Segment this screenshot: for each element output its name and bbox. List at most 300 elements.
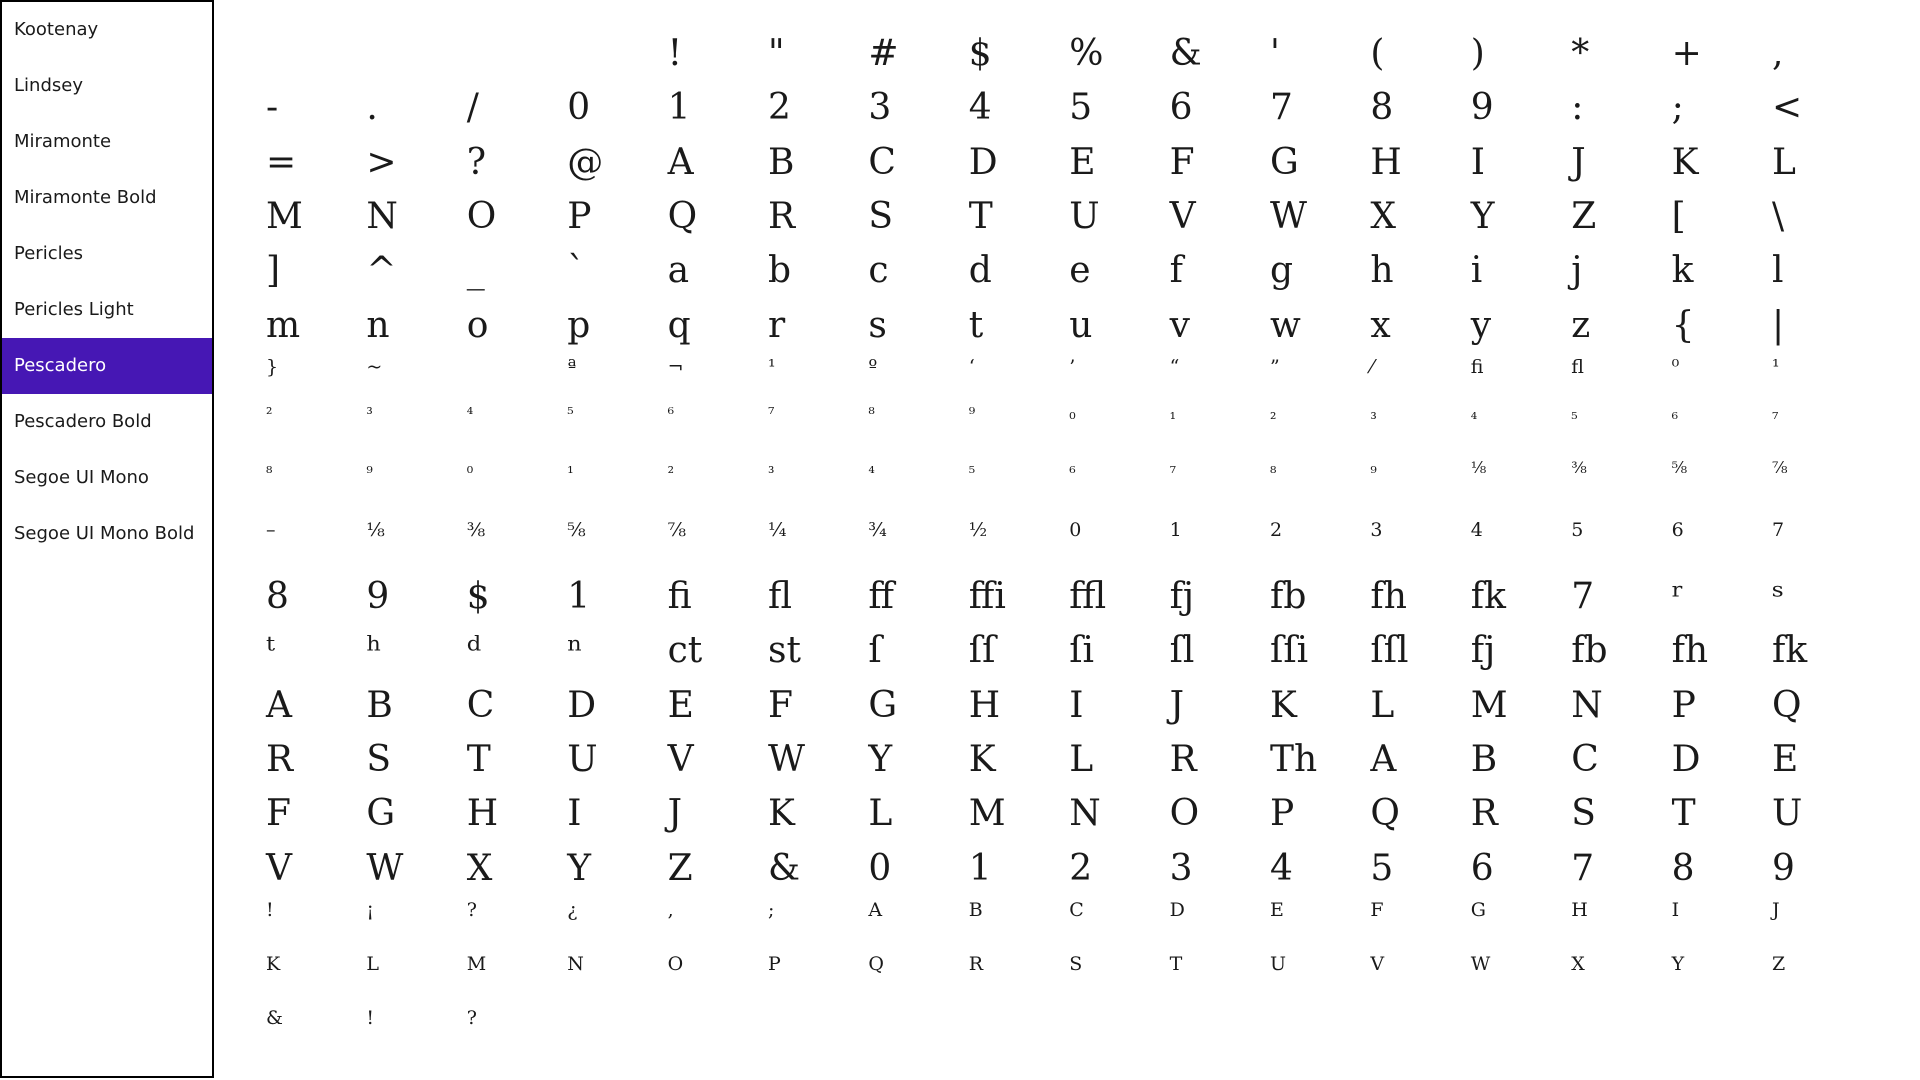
- glyph-cell[interactable]: ”: [1270, 355, 1280, 378]
- glyph-cell[interactable]: fl: [768, 576, 793, 617]
- glyph-cell[interactable]: Z: [667, 847, 693, 889]
- glyph-cell[interactable]: fh: [1370, 576, 1407, 617]
- glyph-cell[interactable]: e: [1069, 250, 1091, 292]
- glyph-cell[interactable]: F: [266, 793, 291, 835]
- glyph-cell[interactable]: A: [266, 684, 292, 726]
- glyph-cell[interactable]: J: [1571, 141, 1586, 183]
- glyph-cell[interactable]: “: [1169, 355, 1180, 378]
- glyph-cell[interactable]: ⁷: [768, 404, 775, 424]
- glyph-cell[interactable]: P: [567, 195, 592, 237]
- glyph-cell[interactable]: !: [366, 1007, 375, 1030]
- glyph-cell[interactable]: J: [1772, 898, 1780, 921]
- glyph-cell[interactable]: @: [567, 141, 604, 183]
- glyph-cell[interactable]: x: [1370, 304, 1391, 346]
- glyph-cell[interactable]: O: [667, 953, 684, 976]
- glyph-cell[interactable]: p: [567, 304, 591, 346]
- glyph-cell[interactable]: W: [366, 847, 404, 889]
- glyph-cell[interactable]: P: [768, 953, 781, 976]
- glyph-cell[interactable]: G: [1470, 898, 1486, 921]
- glyph-cell[interactable]: ^: [366, 250, 397, 292]
- glyph-cell[interactable]: G: [366, 793, 396, 835]
- glyph-cell[interactable]: 0: [868, 847, 892, 889]
- glyph-cell[interactable]: ⁸: [868, 404, 875, 424]
- glyph-cell[interactable]: .: [366, 87, 378, 129]
- glyph-cell[interactable]: ⅞: [667, 518, 687, 541]
- glyph-cell[interactable]: E: [1270, 898, 1284, 921]
- glyph-cell[interactable]: w: [1270, 304, 1301, 346]
- glyph-cell[interactable]: Z: [1571, 195, 1597, 237]
- glyph-cell[interactable]: !: [266, 898, 274, 921]
- glyph-cell[interactable]: 3: [868, 87, 892, 129]
- glyph-cell[interactable]: ſſi: [1270, 630, 1309, 672]
- glyph-cell[interactable]: ₄: [1470, 404, 1478, 424]
- glyph-cell[interactable]: ½: [968, 518, 988, 541]
- glyph-cell[interactable]: ﬁ: [1470, 355, 1484, 378]
- glyph-cell[interactable]: T: [968, 195, 993, 237]
- glyph-cell[interactable]: ª: [567, 355, 577, 378]
- glyph-cell[interactable]: Y: [1671, 953, 1685, 976]
- glyph-cell[interactable]: Th: [1270, 738, 1318, 780]
- glyph-cell[interactable]: ₈: [1270, 458, 1277, 478]
- glyph-cell[interactable]: f: [1169, 250, 1183, 292]
- glyph-cell[interactable]: ?: [466, 141, 487, 183]
- glyph-cell[interactable]: ſſl: [1370, 630, 1409, 672]
- glyph-cell[interactable]: I: [567, 793, 582, 835]
- glyph-cell[interactable]: ₃: [768, 458, 775, 478]
- glyph-cell[interactable]: ⅜: [1571, 458, 1587, 478]
- glyph-cell[interactable]: st: [768, 630, 801, 672]
- glyph-cell[interactable]: ¾: [868, 518, 887, 541]
- glyph-cell[interactable]: 5: [1370, 847, 1394, 889]
- glyph-cell[interactable]: ⁵: [567, 404, 574, 424]
- glyph-cell[interactable]: ¬: [667, 355, 684, 378]
- glyph-cell[interactable]: 9: [366, 576, 390, 617]
- glyph-cell[interactable]: T: [1169, 953, 1183, 976]
- glyph-cell[interactable]: ,: [1772, 33, 1784, 74]
- glyph-cell[interactable]: &: [1169, 33, 1202, 74]
- glyph-cell[interactable]: º: [868, 355, 878, 378]
- glyph-cell[interactable]: C: [868, 141, 896, 183]
- glyph-cell[interactable]: ~: [366, 355, 383, 378]
- glyph-cell[interactable]: [366, 14, 466, 68]
- glyph-cell[interactable]: ₀: [466, 458, 474, 478]
- glyph-cell[interactable]: ct: [667, 630, 703, 672]
- glyph-cell[interactable]: ]: [266, 250, 281, 292]
- font-item-segoe-ui-mono-bold[interactable]: Segoe UI Mono Bold: [14, 523, 195, 544]
- glyph-cell[interactable]: K: [266, 953, 281, 976]
- glyph-cell[interactable]: I: [1671, 898, 1680, 921]
- glyph-cell[interactable]: ,: [667, 898, 674, 921]
- glyph-cell[interactable]: S: [1571, 793, 1596, 835]
- glyph-cell[interactable]: ₇: [1169, 458, 1177, 478]
- glyph-cell[interactable]: 3: [1169, 847, 1193, 889]
- glyph-cell[interactable]: 4: [1270, 847, 1293, 889]
- glyph-cell[interactable]: ffl: [1069, 576, 1107, 617]
- glyph-cell[interactable]: O: [466, 195, 497, 237]
- glyph-cell[interactable]: =: [266, 141, 297, 183]
- glyph-cell[interactable]: q: [667, 304, 691, 346]
- glyph-cell[interactable]: X: [1370, 195, 1397, 237]
- glyph-cell[interactable]: /: [466, 87, 479, 129]
- glyph-cell[interactable]: o: [466, 304, 489, 346]
- glyph-cell[interactable]: b: [768, 250, 792, 292]
- font-item-miramonte-bold[interactable]: Miramonte Bold: [14, 187, 157, 208]
- glyph-cell[interactable]: L: [1069, 738, 1094, 780]
- glyph-cell[interactable]: j: [1571, 250, 1583, 292]
- glyph-cell[interactable]: ¼: [768, 518, 787, 541]
- glyph-cell[interactable]: h: [1370, 250, 1394, 292]
- glyph-cell[interactable]: \: [1772, 195, 1785, 237]
- glyph-cell[interactable]: G: [868, 684, 898, 726]
- glyph-cell[interactable]: y: [1470, 304, 1492, 346]
- glyph-cell[interactable]: [: [1671, 195, 1686, 237]
- glyph-cell[interactable]: #: [868, 33, 899, 74]
- glyph-cell[interactable]: ₆: [1671, 404, 1679, 424]
- glyph-cell[interactable]: 6: [1169, 87, 1193, 129]
- glyph-cell[interactable]: ⅞: [1772, 458, 1788, 478]
- glyph-cell[interactable]: |: [1772, 304, 1785, 346]
- glyph-cell[interactable]: ₇: [1772, 404, 1779, 424]
- glyph-cell[interactable]: N: [567, 953, 584, 976]
- glyph-cell[interactable]: 0: [567, 87, 591, 129]
- glyph-cell[interactable]: D: [1169, 898, 1185, 921]
- glyph-cell[interactable]: K: [1270, 684, 1297, 726]
- glyph-cell[interactable]: !: [667, 33, 683, 74]
- glyph-cell[interactable]: 9: [1470, 87, 1494, 129]
- glyph-cell[interactable]: F: [768, 684, 793, 726]
- glyph-cell[interactable]: S: [868, 195, 894, 237]
- glyph-cell[interactable]: 2: [1069, 847, 1093, 889]
- glyph-cell[interactable]: L: [1370, 684, 1395, 726]
- glyph-cell[interactable]: ): [1470, 33, 1485, 74]
- glyph-cell[interactable]: ₅: [968, 458, 976, 478]
- glyph-cell[interactable]: W: [768, 738, 806, 780]
- glyph-cell[interactable]: R: [266, 738, 294, 780]
- glyph-cell[interactable]: K: [968, 738, 996, 780]
- glyph-cell[interactable]: ⁹: [968, 404, 976, 424]
- glyph-cell[interactable]: r: [768, 304, 786, 346]
- glyph-cell[interactable]: Y: [868, 738, 893, 780]
- font-item-pericles-light[interactable]: Pericles Light: [14, 299, 134, 320]
- glyph-cell[interactable]: L: [868, 793, 893, 835]
- glyph-cell[interactable]: H: [968, 684, 1001, 726]
- glyph-cell[interactable]: –: [266, 518, 276, 541]
- glyph-cell[interactable]: X: [466, 847, 493, 889]
- glyph-cell[interactable]: fb: [1571, 630, 1608, 672]
- glyph-cell[interactable]: $: [466, 576, 490, 617]
- glyph-cell[interactable]: l: [1772, 250, 1784, 292]
- glyph-cell[interactable]: ;: [1671, 87, 1684, 129]
- glyph-cell[interactable]: v: [1169, 304, 1190, 346]
- glyph-cell[interactable]: Q: [1370, 793, 1400, 835]
- glyph-cell[interactable]: t: [968, 304, 984, 346]
- glyph-cell[interactable]: ⁰: [1671, 355, 1680, 378]
- font-item-pescadero[interactable]: Pescadero: [2, 338, 212, 394]
- glyph-cell[interactable]: V: [1169, 195, 1196, 237]
- glyph-cell[interactable]: 6: [1470, 847, 1494, 889]
- glyph-cell[interactable]: ʰ: [366, 630, 382, 672]
- glyph-cell[interactable]: Z: [1772, 953, 1786, 976]
- glyph-cell[interactable]: ⅛: [366, 518, 385, 541]
- glyph-cell[interactable]: 7: [1571, 576, 1595, 617]
- glyph-cell[interactable]: >: [366, 141, 397, 183]
- glyph-cell[interactable]: B: [768, 141, 795, 183]
- glyph-cell[interactable]: N: [1069, 793, 1101, 835]
- glyph-cell[interactable]: S: [1069, 953, 1083, 976]
- glyph-cell[interactable]: n: [366, 304, 390, 346]
- glyph-cell[interactable]: ⅛: [1470, 458, 1487, 478]
- glyph-cell[interactable]: ⁿ: [567, 630, 583, 672]
- glyph-cell[interactable]: fj: [1169, 576, 1195, 617]
- glyph-cell[interactable]: B: [968, 898, 983, 921]
- glyph-cell[interactable]: U: [1772, 793, 1803, 835]
- glyph-cell[interactable]: ¿: [567, 898, 578, 921]
- glyph-cell[interactable]: ₉: [366, 458, 373, 478]
- glyph-cell[interactable]: A: [667, 141, 694, 183]
- glyph-cell[interactable]: [467, 14, 567, 68]
- glyph-cell[interactable]: u: [1069, 304, 1093, 346]
- glyph-cell[interactable]: $: [968, 33, 992, 74]
- glyph-cell[interactable]: V: [266, 847, 292, 889]
- glyph-cell[interactable]: U: [567, 738, 598, 780]
- glyph-cell[interactable]: 9: [1772, 847, 1795, 889]
- glyph-cell[interactable]: [467, 340, 567, 394]
- glyph-cell[interactable]: ₅: [1571, 404, 1578, 424]
- glyph-cell[interactable]: fh: [1671, 630, 1709, 672]
- glyph-cell[interactable]: D: [567, 684, 597, 726]
- glyph-cell[interactable]: ſſ: [968, 630, 996, 672]
- glyph-cell[interactable]: ₉: [1370, 458, 1377, 478]
- glyph-cell[interactable]: U: [1270, 953, 1287, 976]
- glyph-cell[interactable]: 7: [1571, 847, 1595, 889]
- glyph-cell[interactable]: H: [1571, 898, 1588, 921]
- glyph-cell[interactable]: P: [1270, 793, 1295, 835]
- glyph-cell[interactable]: F: [1169, 141, 1195, 183]
- glyph-cell[interactable]: 7: [1270, 87, 1293, 129]
- glyph-cell[interactable]: V: [667, 738, 694, 780]
- glyph-cell[interactable]: ⅝: [567, 518, 586, 541]
- glyph-cell[interactable]: a: [667, 250, 690, 292]
- glyph-cell[interactable]: 5: [1069, 87, 1093, 129]
- glyph-cell[interactable]: -: [266, 87, 279, 129]
- glyph-cell[interactable]: K: [768, 793, 795, 835]
- glyph-cell[interactable]: ': [1270, 33, 1280, 74]
- glyph-cell[interactable]: d: [968, 250, 992, 292]
- glyph-cell[interactable]: D: [1671, 738, 1701, 780]
- glyph-cell[interactable]: s: [868, 304, 887, 346]
- glyph-cell[interactable]: ;: [768, 898, 775, 921]
- glyph-cell[interactable]: fk: [1470, 576, 1506, 617]
- glyph-cell[interactable]: V: [1370, 953, 1385, 976]
- glyph-cell[interactable]: &: [266, 1007, 283, 1030]
- glyph-cell[interactable]: ₃: [1370, 404, 1377, 424]
- glyph-cell[interactable]: :: [1571, 87, 1584, 129]
- glyph-cell[interactable]: ": [768, 33, 785, 74]
- glyph-cell[interactable]: I: [1069, 684, 1084, 726]
- glyph-cell[interactable]: ‘: [968, 355, 975, 378]
- font-item-pescadero-bold[interactable]: Pescadero Bold: [14, 411, 152, 432]
- glyph-cell[interactable]: ?: [466, 898, 477, 921]
- glyph-cell[interactable]: 3: [1370, 518, 1383, 541]
- glyph-cell[interactable]: H: [1370, 141, 1402, 183]
- glyph-cell[interactable]: R: [1169, 738, 1197, 780]
- glyph-cell[interactable]: K: [1671, 141, 1699, 183]
- glyph-cell[interactable]: _: [466, 250, 485, 292]
- glyph-cell[interactable]: fk: [1772, 630, 1808, 672]
- glyph-cell[interactable]: i: [1470, 250, 1483, 292]
- glyph-cell[interactable]: ₂: [1270, 404, 1277, 424]
- glyph-cell[interactable]: C: [466, 684, 495, 726]
- glyph-cell[interactable]: ⁄: [1370, 355, 1374, 378]
- font-item-segoe-ui-mono[interactable]: Segoe UI Mono: [14, 467, 149, 488]
- glyph-cell[interactable]: M: [968, 793, 1006, 835]
- glyph-cell[interactable]: B: [1470, 738, 1498, 780]
- glyph-cell[interactable]: ⁴: [466, 404, 474, 424]
- glyph-cell[interactable]: Y: [567, 847, 591, 889]
- glyph-cell[interactable]: ſ: [868, 630, 882, 672]
- glyph-cell[interactable]: ¹: [768, 355, 776, 378]
- glyph-cell[interactable]: `: [567, 250, 586, 292]
- glyph-cell[interactable]: (: [1370, 33, 1385, 74]
- glyph-cell[interactable]: A: [868, 898, 883, 921]
- glyph-cell[interactable]: G: [1270, 141, 1299, 183]
- glyph-cell[interactable]: 8: [1671, 847, 1695, 889]
- glyph-cell[interactable]: 8: [266, 576, 289, 617]
- glyph-cell[interactable]: 1: [567, 576, 591, 617]
- glyph-cell[interactable]: m: [266, 304, 301, 346]
- glyph-cell[interactable]: c: [868, 250, 889, 292]
- glyph-cell[interactable]: ₈: [266, 458, 273, 478]
- glyph-cell[interactable]: [266, 14, 366, 68]
- glyph-cell[interactable]: X: [1571, 953, 1585, 976]
- glyph-cell[interactable]: E: [1772, 738, 1799, 780]
- glyph-cell[interactable]: 8: [1370, 87, 1394, 129]
- glyph-cell[interactable]: D: [968, 141, 998, 183]
- glyph-cell[interactable]: ff: [868, 576, 894, 617]
- glyph-cell[interactable]: J: [667, 793, 683, 835]
- glyph-cell[interactable]: R: [1470, 793, 1498, 835]
- glyph-cell[interactable]: ₄: [868, 458, 875, 478]
- glyph-cell[interactable]: L: [366, 953, 380, 976]
- glyph-cell[interactable]: ¹: [1772, 355, 1780, 378]
- glyph-cell[interactable]: W: [1270, 195, 1308, 237]
- glyph-cell[interactable]: 7: [1772, 518, 1785, 541]
- glyph-cell[interactable]: ₆: [1069, 458, 1076, 478]
- glyph-cell[interactable]: ₁: [567, 458, 574, 478]
- glyph-cell[interactable]: ₀: [1069, 404, 1076, 424]
- glyph-cell[interactable]: k: [1671, 250, 1694, 292]
- glyph-cell[interactable]: T: [1671, 793, 1696, 835]
- glyph-cell[interactable]: I: [1470, 141, 1486, 183]
- glyph-cell[interactable]: ﬂ: [1571, 355, 1584, 378]
- font-item-miramonte[interactable]: Miramonte: [14, 131, 112, 152]
- glyph-cell[interactable]: Y: [1470, 195, 1495, 237]
- glyph-cell[interactable]: N: [366, 195, 398, 237]
- glyph-cell[interactable]: ⅝: [1671, 458, 1688, 478]
- glyph-cell[interactable]: U: [1069, 195, 1100, 237]
- glyph-cell[interactable]: 6: [1671, 518, 1684, 541]
- glyph-cell[interactable]: 2: [768, 87, 791, 129]
- glyph-cell[interactable]: N: [1571, 684, 1603, 726]
- glyph-cell[interactable]: A: [1370, 738, 1397, 780]
- glyph-cell[interactable]: 1: [667, 87, 691, 129]
- font-item-pericles[interactable]: Pericles: [14, 243, 84, 264]
- glyph-cell[interactable]: +: [1671, 33, 1702, 74]
- glyph-cell[interactable]: ⅜: [466, 518, 486, 541]
- glyph-cell[interactable]: ʳ: [1671, 576, 1685, 617]
- glyph-cell[interactable]: W: [1470, 953, 1491, 976]
- glyph-cell[interactable]: ₂: [667, 458, 675, 478]
- glyph-cell[interactable]: C: [1571, 738, 1599, 780]
- glyph-cell[interactable]: ²: [266, 404, 273, 424]
- glyph-cell[interactable]: R: [768, 195, 796, 237]
- glyph-cell[interactable]: B: [366, 684, 393, 726]
- glyph-cell[interactable]: g: [1270, 250, 1294, 292]
- glyph-cell[interactable]: ’: [1069, 355, 1076, 378]
- glyph-cell[interactable]: M: [266, 195, 303, 237]
- glyph-cell[interactable]: O: [1169, 793, 1200, 835]
- glyph-cell[interactable]: P: [1671, 684, 1696, 726]
- glyph-cell[interactable]: E: [1069, 141, 1096, 183]
- glyph-cell[interactable]: C: [1069, 898, 1084, 921]
- glyph-cell[interactable]: R: [968, 953, 984, 976]
- glyph-cell[interactable]: ³: [366, 404, 373, 424]
- glyph-cell[interactable]: ſi: [1069, 630, 1095, 672]
- glyph-cell[interactable]: fj: [1470, 630, 1496, 672]
- glyph-cell[interactable]: }: [266, 355, 279, 378]
- glyph-cell[interactable]: 1: [968, 847, 992, 889]
- glyph-cell[interactable]: ⁶: [667, 404, 675, 424]
- glyph-cell[interactable]: [567, 14, 667, 68]
- glyph-cell[interactable]: L: [1772, 141, 1796, 183]
- glyph-cell[interactable]: 2: [1270, 518, 1283, 541]
- glyph-cell[interactable]: Q: [868, 953, 884, 976]
- glyph-cell[interactable]: F: [1370, 898, 1384, 921]
- glyph-cell[interactable]: M: [1470, 684, 1508, 726]
- glyph-cell[interactable]: 1: [1169, 518, 1182, 541]
- glyph-cell[interactable]: E: [667, 684, 694, 726]
- glyph-cell[interactable]: 0: [1069, 518, 1082, 541]
- glyph-cell[interactable]: ₁: [1169, 404, 1177, 424]
- glyph-cell[interactable]: ᵗ: [266, 630, 275, 672]
- glyph-cell[interactable]: ſl: [1169, 630, 1195, 672]
- glyph-cell[interactable]: H: [466, 793, 499, 835]
- glyph-cell[interactable]: z: [1571, 304, 1591, 346]
- glyph-cell[interactable]: ffi: [968, 576, 1006, 617]
- glyph-cell[interactable]: <: [1772, 87, 1803, 129]
- glyph-cell[interactable]: &: [768, 847, 801, 889]
- glyph-cell[interactable]: fi: [667, 576, 692, 617]
- glyph-cell[interactable]: ?: [466, 1007, 477, 1030]
- font-item-kootenay[interactable]: Kootenay: [14, 19, 99, 40]
- glyph-cell[interactable]: Q: [1772, 684, 1802, 726]
- glyph-cell[interactable]: 5: [1571, 518, 1584, 541]
- glyph-cell[interactable]: {: [1671, 304, 1695, 346]
- glyph-cell[interactable]: ¡: [366, 898, 375, 921]
- glyph-cell[interactable]: *: [1571, 33, 1590, 74]
- glyph-cell[interactable]: fb: [1270, 576, 1307, 617]
- glyph-cell[interactable]: T: [466, 738, 491, 780]
- glyph-cell[interactable]: Q: [667, 195, 698, 237]
- glyph-cell[interactable]: J: [1169, 684, 1185, 726]
- glyph-cell[interactable]: %: [1069, 33, 1104, 74]
- glyph-cell[interactable]: 4: [1470, 518, 1483, 541]
- glyph-cell[interactable]: ˢ: [1772, 576, 1785, 617]
- glyph-cell[interactable]: M: [466, 953, 487, 976]
- glyph-cell[interactable]: 4: [968, 87, 992, 129]
- font-item-lindsey[interactable]: Lindsey: [14, 75, 83, 96]
- glyph-cell[interactable]: S: [366, 738, 392, 780]
